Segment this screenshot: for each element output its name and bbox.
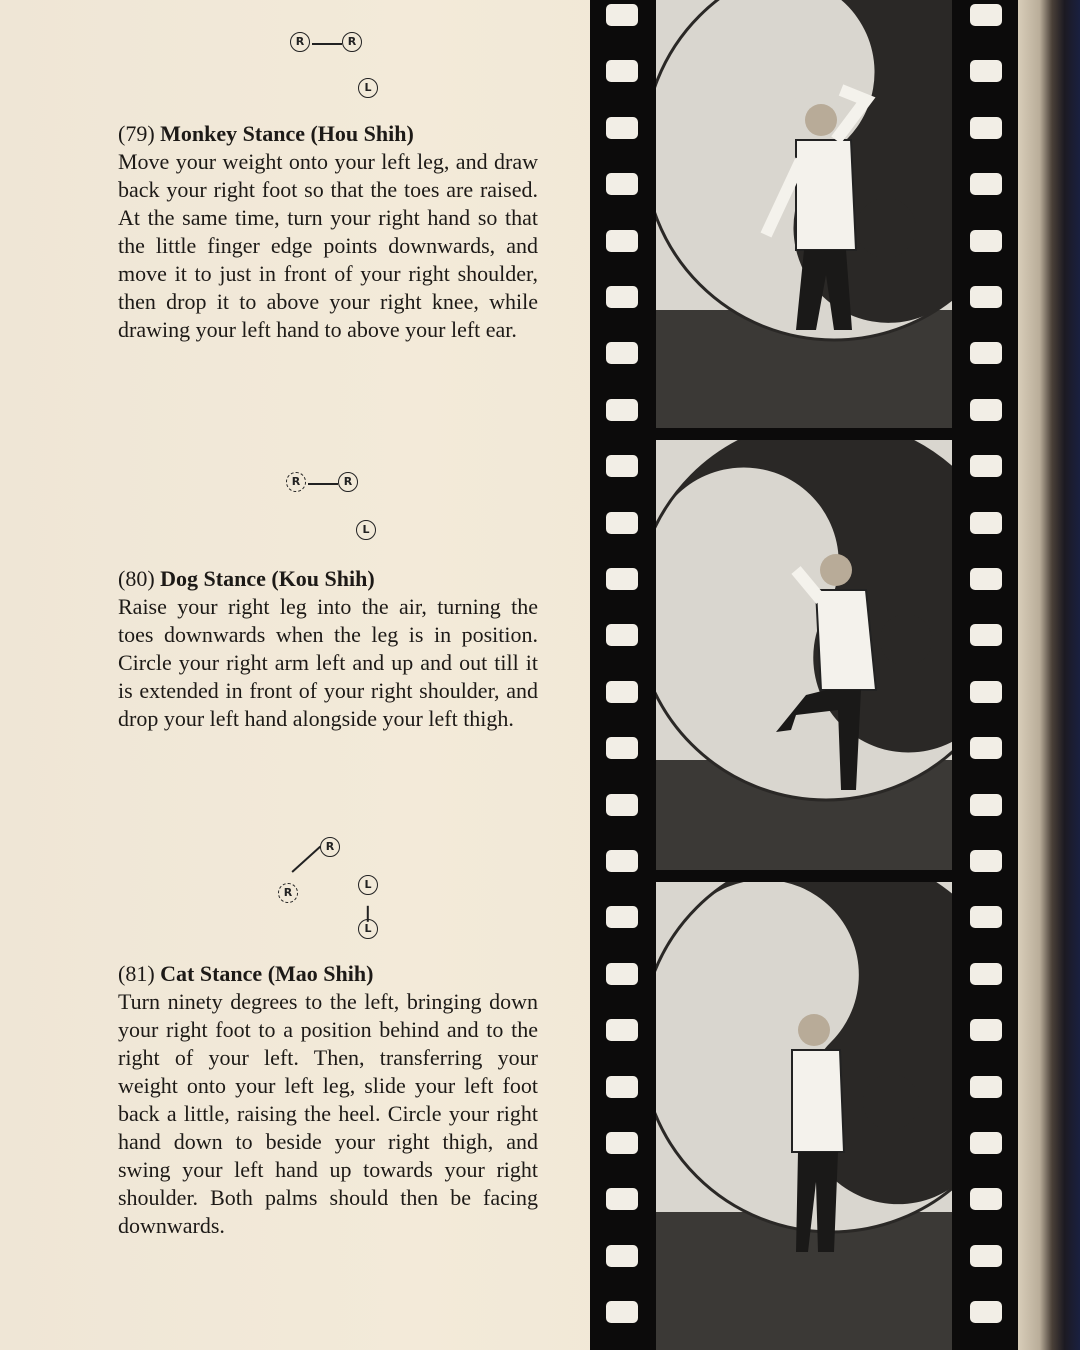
- left-foot-marker: L: [358, 919, 378, 939]
- sprocket-hole: [606, 1301, 638, 1323]
- sprocket-hole: [606, 1019, 638, 1041]
- person-figure: [656, 882, 952, 1350]
- sprocket-hole: [970, 117, 1002, 139]
- photo-frame-cat-stance: [656, 882, 952, 1350]
- photo-frame-dog-stance: [656, 440, 952, 870]
- sprocket-hole: [606, 173, 638, 195]
- arrow-line: [308, 483, 338, 485]
- sprocket-hole: [970, 794, 1002, 816]
- sprocket-hole: [970, 1132, 1002, 1154]
- section-body: Move your weight onto your left leg, and draw back your right foot so that the toes are raised. At the same time, turn your right hand so that the little finger edge points downwards, and move it to just in front of your right shoulder, then drop it to above your right knee, while drawing your left hand to above your left ear.: [118, 149, 538, 342]
- sprocket-hole: [970, 1076, 1002, 1098]
- sprocket-hole: [606, 1132, 638, 1154]
- sprocket-hole: [970, 4, 1002, 26]
- sprocket-hole: [606, 1245, 638, 1267]
- sprocket-hole: [606, 737, 638, 759]
- left-foot-marker: L: [358, 78, 378, 98]
- section-number: (81): [118, 961, 155, 986]
- sprocket-hole: [606, 624, 638, 646]
- section-body: Raise your right leg into the air, turning the toes downwards when the leg is in position. Circle your right arm left and up and out till it is extended in front of your right shoulder, and drop your left hand alongside your left thigh.: [118, 594, 538, 731]
- arrow-line: [312, 43, 342, 45]
- sprocket-hole: [970, 60, 1002, 82]
- sprocket-hole: [970, 1019, 1002, 1041]
- section-title: Monkey Stance (Hou Shih): [160, 121, 414, 146]
- left-foot-marker: L: [356, 520, 376, 540]
- sprocket-hole: [970, 906, 1002, 928]
- sprocket-hole: [970, 963, 1002, 985]
- section-80: [118, 565, 538, 733]
- sprocket-hole: [606, 342, 638, 364]
- page-edge: [1018, 0, 1080, 1350]
- sprocket-hole: [606, 1076, 638, 1098]
- sprocket-hole: [606, 1188, 638, 1210]
- sprocket-hole: [970, 512, 1002, 534]
- section-number: (80): [118, 566, 155, 591]
- sprocket-hole: [606, 568, 638, 590]
- sprocket-hole: [606, 850, 638, 872]
- section-heading: [118, 960, 538, 988]
- section-title: Dog Stance (Kou Shih): [160, 566, 375, 591]
- sprocket-hole: [970, 286, 1002, 308]
- footwork-diagram-80: [286, 470, 376, 550]
- sprocket-hole: [606, 286, 638, 308]
- sprocket-hole: [970, 1301, 1002, 1323]
- sprocket-hole: [606, 399, 638, 421]
- sprocket-hole: [970, 850, 1002, 872]
- person-figure: [656, 440, 952, 870]
- section-81: [118, 960, 538, 1240]
- section-heading: [118, 565, 538, 593]
- sprocket-hole: [970, 342, 1002, 364]
- person-figure: [656, 0, 952, 428]
- left-foot-marker: L: [358, 875, 378, 895]
- sprocket-hole: [606, 60, 638, 82]
- right-foot-marker: R: [290, 32, 310, 52]
- sprocket-hole: [606, 230, 638, 252]
- footwork-diagram-79: [290, 30, 380, 110]
- section-number: (79): [118, 121, 155, 146]
- sprocket-hole: [970, 1245, 1002, 1267]
- sprocket-hole: [970, 568, 1002, 590]
- sprocket-hole: [970, 455, 1002, 477]
- sprocket-hole: [970, 1188, 1002, 1210]
- right-foot-marker: R: [286, 472, 306, 492]
- section-heading: [118, 120, 538, 148]
- sprocket-hole: [606, 794, 638, 816]
- section-79: [118, 120, 538, 344]
- sprocket-hole: [606, 117, 638, 139]
- right-foot-marker: R: [338, 472, 358, 492]
- sprocket-hole: [606, 681, 638, 703]
- sprocket-hole: [970, 624, 1002, 646]
- sprocket-hole: [606, 512, 638, 534]
- film-strip: [590, 0, 1018, 1350]
- right-foot-marker: R: [320, 837, 340, 857]
- sprocket-hole: [970, 173, 1002, 195]
- footwork-diagram-81: [278, 835, 388, 945]
- sprocket-hole: [970, 681, 1002, 703]
- section-body: Turn ninety degrees to the left, bringing down your right foot to a position behind and to the right of your left. Then, transferring your weight onto your left leg, slide your left foot back a little, raising the heel. Circle your right hand down to beside your right thigh, and swing your left hand up towards your right shoulder. Both palms should then be facing downwards.: [118, 989, 538, 1238]
- right-foot-marker: R: [342, 32, 362, 52]
- sprocket-hole: [606, 455, 638, 477]
- section-title: Cat Stance (Mao Shih): [160, 961, 374, 986]
- sprocket-hole: [970, 230, 1002, 252]
- photo-frame-monkey-stance: [656, 0, 952, 428]
- sprocket-hole: [606, 4, 638, 26]
- sprocket-hole: [606, 906, 638, 928]
- sprocket-hole: [970, 737, 1002, 759]
- sprocket-hole: [606, 963, 638, 985]
- right-foot-marker: R: [278, 883, 298, 903]
- sprocket-hole: [970, 399, 1002, 421]
- arrow-line: [291, 846, 320, 873]
